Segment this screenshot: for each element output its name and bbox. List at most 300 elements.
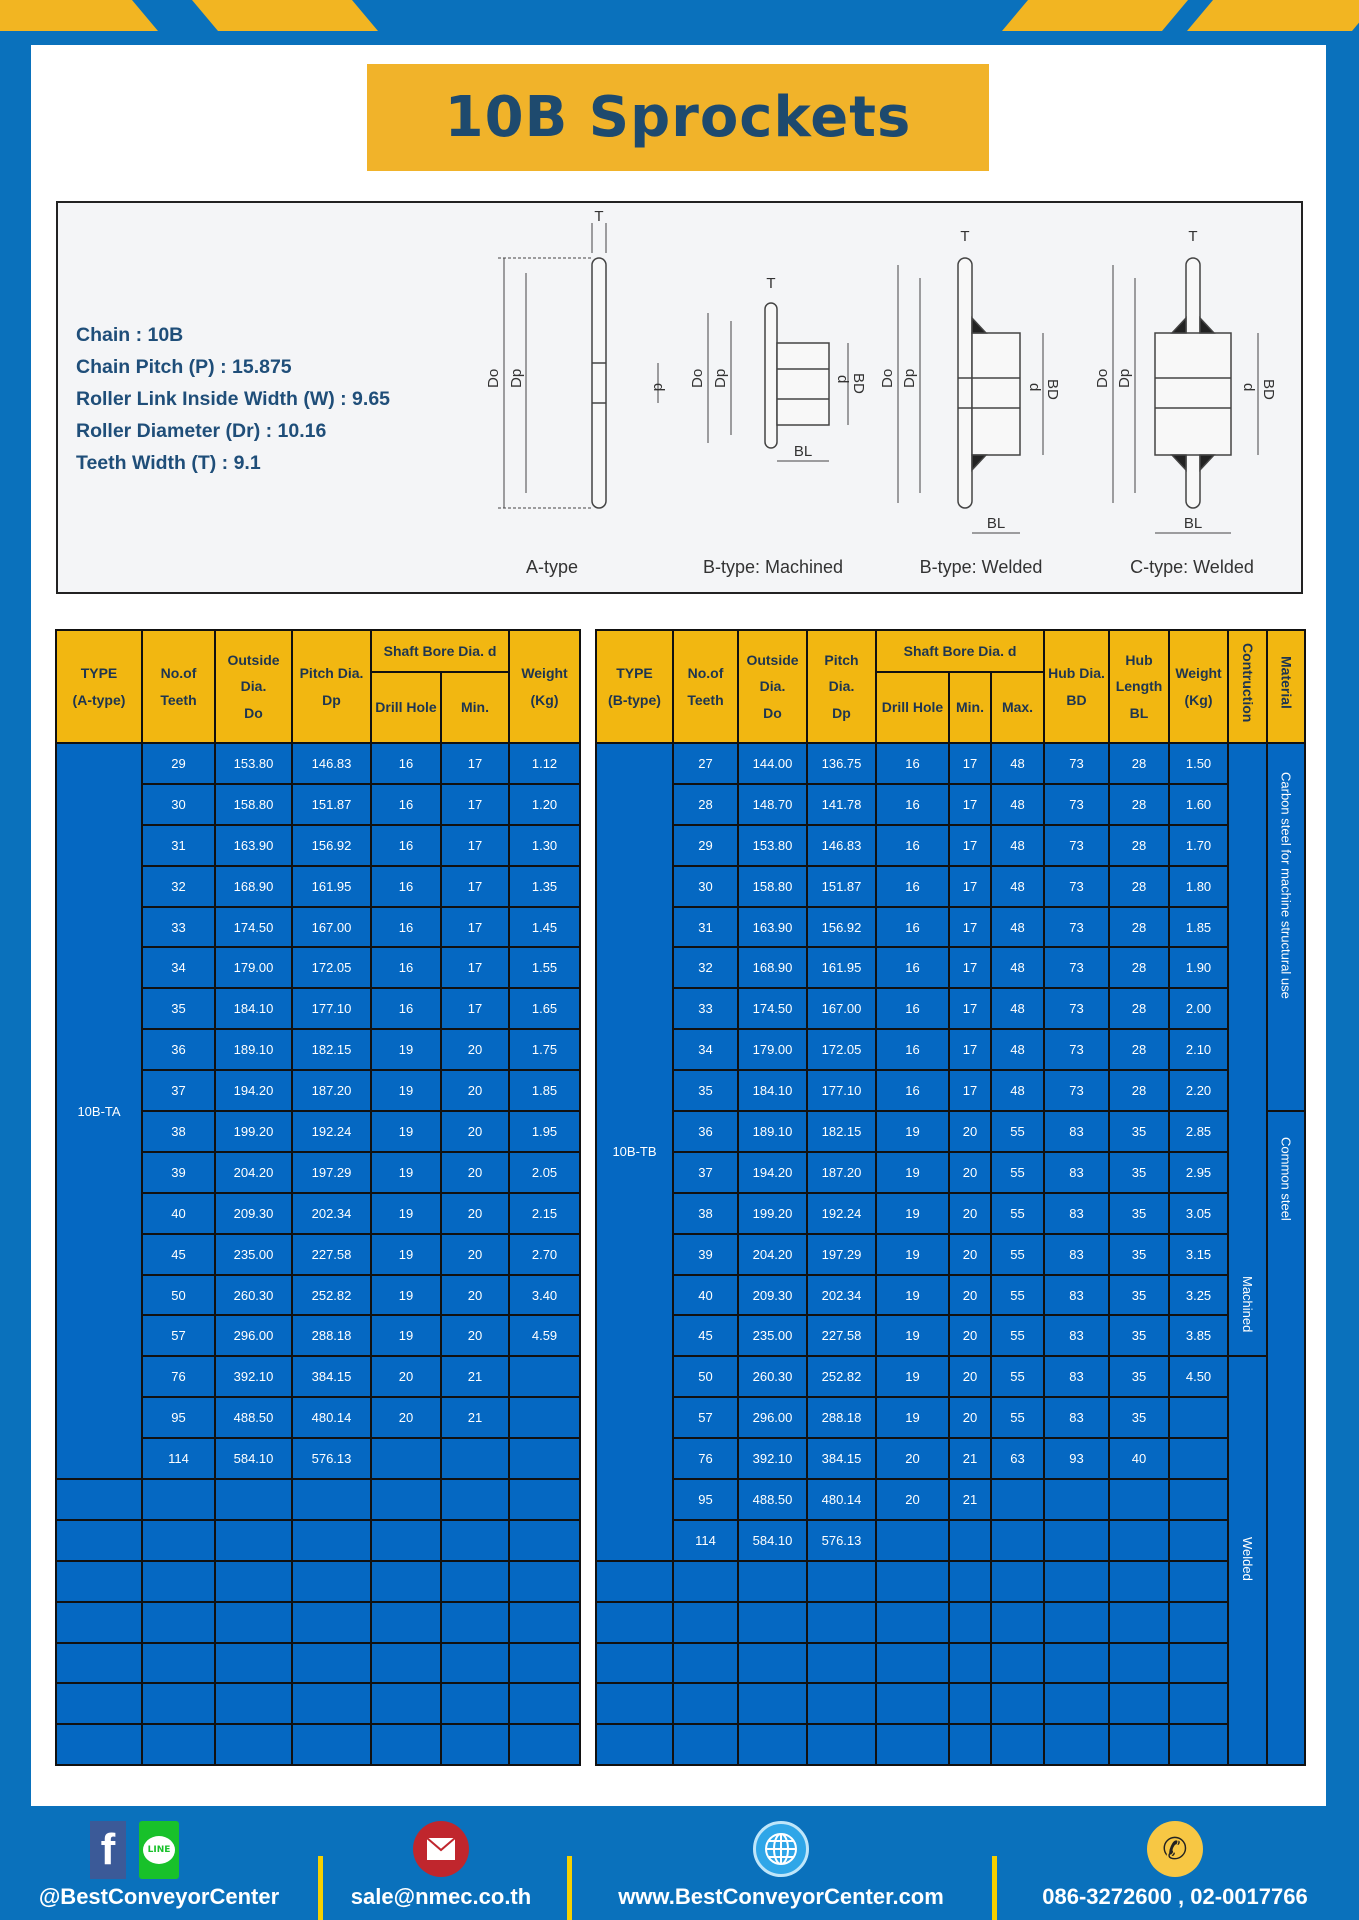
table-row xyxy=(596,1111,1305,1152)
cell-pitch-dia: 192.24 xyxy=(292,1111,371,1152)
cell-min-bore: 17 xyxy=(949,907,991,948)
empty-cell xyxy=(738,1724,807,1765)
header-min: Min. xyxy=(949,672,991,743)
cell-outside-dia: 235.00 xyxy=(738,1315,807,1356)
cell-max-bore: 55 xyxy=(991,1397,1044,1438)
cell-teeth: 33 xyxy=(673,988,738,1029)
table-row xyxy=(596,988,1305,1029)
c-type-welded-drawing xyxy=(1113,258,1258,533)
cell-teeth: 38 xyxy=(673,1193,738,1234)
cell-drill-hole: 19 xyxy=(876,1397,949,1438)
cell-min-bore: 20 xyxy=(949,1397,991,1438)
dim-bl-c: BL xyxy=(1183,515,1203,532)
header-weight: Weight (Kg) xyxy=(1169,630,1228,743)
cell-drill-hole: 16 xyxy=(876,947,949,988)
cell-weight: 1.12 xyxy=(509,743,580,784)
header-type: TYPE (B-type) xyxy=(596,630,673,743)
material-cell xyxy=(1267,1111,1305,1765)
empty-cell xyxy=(509,1683,580,1724)
empty-cell xyxy=(1044,1724,1109,1765)
cell-drill-hole: 16 xyxy=(876,784,949,825)
empty-cell xyxy=(215,1602,292,1643)
cell-hub-dia xyxy=(1044,1479,1109,1520)
cell-min-bore: 21 xyxy=(441,1397,509,1438)
cell-drill-hole: 16 xyxy=(371,784,441,825)
table-row xyxy=(596,825,1305,866)
cell-drill-hole: 19 xyxy=(371,1111,441,1152)
empty-row xyxy=(56,1683,580,1724)
empty-cell xyxy=(1109,1561,1169,1602)
spec-roller-link-width: Roller Link Inside Width (W) : 9.65 xyxy=(76,388,391,410)
cell-teeth: 114 xyxy=(142,1438,215,1479)
empty-cell xyxy=(56,1602,142,1643)
cell-hub-length: 35 xyxy=(1109,1275,1169,1316)
cell-weight: 1.95 xyxy=(509,1111,580,1152)
cell-drill-hole: 16 xyxy=(371,743,441,784)
cell-pitch-dia: 187.20 xyxy=(292,1070,371,1111)
dim-t-bw: T xyxy=(960,228,970,245)
cell-pitch-dia: 227.58 xyxy=(292,1234,371,1275)
cell-hub-dia: 73 xyxy=(1044,1029,1109,1070)
cell-teeth: 45 xyxy=(142,1234,215,1275)
cell-pitch-dia: 576.13 xyxy=(292,1438,371,1479)
dim-do-a: Do xyxy=(485,368,502,388)
cell-min-bore: 20 xyxy=(441,1070,509,1111)
cell-weight: 3.15 xyxy=(1169,1234,1228,1275)
empty-cell xyxy=(371,1683,441,1724)
empty-cell xyxy=(509,1724,580,1765)
cell-max-bore: 48 xyxy=(991,743,1044,784)
divider xyxy=(992,1856,997,1920)
cell-outside-dia: 392.10 xyxy=(215,1356,292,1397)
cell-hub-length: 28 xyxy=(1109,784,1169,825)
construction-label: Machined xyxy=(1240,1275,1256,1333)
cell-pitch-dia: 288.18 xyxy=(292,1315,371,1356)
header-construction: Contruction xyxy=(1228,630,1267,743)
empty-cell xyxy=(215,1643,292,1684)
cell-teeth: 28 xyxy=(673,784,738,825)
social-handle[interactable]: @BestConveyorCenter xyxy=(38,1884,280,1909)
cell-weight: 2.95 xyxy=(1169,1152,1228,1193)
cell-teeth: 38 xyxy=(142,1111,215,1152)
empty-cell xyxy=(807,1602,876,1643)
cell-outside-dia: 153.80 xyxy=(738,825,807,866)
empty-row xyxy=(596,1643,1305,1684)
cell-max-bore: 48 xyxy=(991,947,1044,988)
cell-outside-dia: 260.30 xyxy=(215,1275,292,1316)
cell-hub-length: 28 xyxy=(1109,1029,1169,1070)
material-cell xyxy=(1267,743,1305,1111)
cell-weight: 2.00 xyxy=(1169,988,1228,1029)
header-hub-length: Hub Length BL xyxy=(1109,630,1169,743)
empty-cell xyxy=(1044,1643,1109,1684)
cell-hub-length xyxy=(1109,1479,1169,1520)
cell-hub-dia: 83 xyxy=(1044,1234,1109,1275)
cell-outside-dia: 296.00 xyxy=(738,1397,807,1438)
cell-outside-dia: 168.90 xyxy=(215,866,292,907)
empty-cell xyxy=(949,1561,991,1602)
cell-teeth: 40 xyxy=(673,1275,738,1316)
cell-outside-dia: 184.10 xyxy=(738,1070,807,1111)
cell-pitch-dia: 151.87 xyxy=(292,784,371,825)
cell-teeth: 30 xyxy=(673,866,738,907)
cell-hub-length: 28 xyxy=(1109,988,1169,1029)
empty-cell xyxy=(371,1561,441,1602)
cell-min-bore xyxy=(441,1438,509,1479)
empty-cell xyxy=(509,1602,580,1643)
dim-bl-bw: BL xyxy=(986,515,1006,532)
header-teeth: No.of Teeth xyxy=(673,630,738,743)
cell-min-bore: 17 xyxy=(949,743,991,784)
cell-drill-hole: 16 xyxy=(371,988,441,1029)
cell-hub-dia: 73 xyxy=(1044,784,1109,825)
cell-pitch-dia: 156.92 xyxy=(292,825,371,866)
cell-weight: 2.85 xyxy=(1169,1111,1228,1152)
cell-hub-length: 35 xyxy=(1109,1315,1169,1356)
cell-teeth: 27 xyxy=(673,743,738,784)
cell-teeth: 34 xyxy=(142,947,215,988)
cell-max-bore: 48 xyxy=(991,784,1044,825)
cell-teeth: 30 xyxy=(142,784,215,825)
header-teeth: No.of Teeth xyxy=(142,630,215,743)
cell-max-bore: 48 xyxy=(991,825,1044,866)
empty-cell xyxy=(738,1683,807,1724)
cell-outside-dia: 488.50 xyxy=(738,1479,807,1520)
dim-dp-bm: Dp xyxy=(712,368,729,388)
cell-pitch-dia: 288.18 xyxy=(807,1397,876,1438)
cell-pitch-dia: 197.29 xyxy=(807,1234,876,1275)
cell-min-bore xyxy=(949,1520,991,1561)
empty-cell xyxy=(292,1643,371,1684)
phone-icon: ✆ xyxy=(1147,1821,1203,1877)
cell-pitch-dia: 177.10 xyxy=(292,988,371,1029)
cell-drill-hole: 16 xyxy=(876,988,949,1029)
empty-cell xyxy=(807,1683,876,1724)
cell-teeth: 32 xyxy=(673,947,738,988)
dim-do-bw: Do xyxy=(879,368,896,388)
top-stripe xyxy=(0,0,158,31)
empty-cell xyxy=(1109,1724,1169,1765)
empty-cell xyxy=(596,1643,673,1684)
cell-min-bore: 20 xyxy=(441,1029,509,1070)
cell-min-bore: 17 xyxy=(949,784,991,825)
empty-cell xyxy=(371,1602,441,1643)
empty-cell xyxy=(56,1683,142,1724)
cell-drill-hole: 20 xyxy=(371,1397,441,1438)
cell-teeth: 31 xyxy=(142,825,215,866)
empty-cell xyxy=(441,1520,509,1561)
cell-teeth: 37 xyxy=(673,1152,738,1193)
empty-cell xyxy=(371,1520,441,1561)
cell-drill-hole: 19 xyxy=(371,1234,441,1275)
cell-weight: 3.40 xyxy=(509,1275,580,1316)
cell-outside-dia: 296.00 xyxy=(215,1315,292,1356)
table-row xyxy=(596,743,1305,784)
cell-min-bore: 17 xyxy=(441,825,509,866)
empty-cell xyxy=(292,1561,371,1602)
a-type-drawing xyxy=(498,223,658,508)
dim-bl-bm: BL xyxy=(793,443,813,460)
empty-cell xyxy=(142,1602,215,1643)
empty-cell xyxy=(807,1643,876,1684)
cell-max-bore: 55 xyxy=(991,1111,1044,1152)
empty-cell xyxy=(509,1479,580,1520)
phone-numbers[interactable]: 086-3272600 , 02-0017766 xyxy=(1042,1884,1308,1909)
cell-drill-hole: 19 xyxy=(371,1070,441,1111)
empty-cell xyxy=(371,1643,441,1684)
empty-row xyxy=(596,1602,1305,1643)
empty-cell xyxy=(949,1724,991,1765)
cell-teeth: 36 xyxy=(673,1111,738,1152)
table-row xyxy=(596,1397,1305,1438)
cell-drill-hole: 19 xyxy=(371,1029,441,1070)
cell-teeth: 40 xyxy=(142,1193,215,1234)
cell-min-bore: 17 xyxy=(441,743,509,784)
dim-d-c: d xyxy=(1240,383,1257,392)
cell-teeth: 57 xyxy=(673,1397,738,1438)
cell-min-bore: 17 xyxy=(441,947,509,988)
cell-pitch-dia: 202.34 xyxy=(292,1193,371,1234)
cell-outside-dia: 584.10 xyxy=(215,1438,292,1479)
email-link[interactable]: sale@nmec.co.th xyxy=(350,1884,532,1909)
dim-dp-a: Dp xyxy=(508,368,525,388)
material-label: Carbon steel for machine structural use xyxy=(1278,772,1294,999)
facebook-icon[interactable]: f xyxy=(90,1821,126,1879)
header-hub-dia: Hub Dia. BD xyxy=(1044,630,1109,743)
page-title: 10B Sprockets xyxy=(444,85,912,150)
header-drill-hole: Drill Hole xyxy=(876,672,949,743)
cell-drill-hole: 16 xyxy=(876,866,949,907)
empty-cell xyxy=(441,1561,509,1602)
header-pitch-dia: Pitch Dia. Dp xyxy=(292,630,371,743)
cell-pitch-dia: 192.24 xyxy=(807,1193,876,1234)
cell-min-bore: 20 xyxy=(441,1275,509,1316)
cell-weight: 2.20 xyxy=(1169,1070,1228,1111)
cell-weight xyxy=(1169,1397,1228,1438)
cell-hub-length: 35 xyxy=(1109,1397,1169,1438)
empty-cell xyxy=(991,1643,1044,1684)
cell-max-bore xyxy=(991,1479,1044,1520)
cell-min-bore: 20 xyxy=(949,1152,991,1193)
empty-cell xyxy=(441,1683,509,1724)
cell-weight xyxy=(1169,1438,1228,1479)
cell-pitch-dia: 384.15 xyxy=(292,1356,371,1397)
table-row xyxy=(596,866,1305,907)
empty-cell xyxy=(949,1643,991,1684)
cell-outside-dia: 189.10 xyxy=(738,1111,807,1152)
table-row xyxy=(596,907,1305,948)
empty-cell xyxy=(509,1643,580,1684)
cell-hub-dia: 83 xyxy=(1044,1275,1109,1316)
empty-cell xyxy=(991,1683,1044,1724)
empty-row xyxy=(56,1602,580,1643)
cell-min-bore: 20 xyxy=(949,1356,991,1397)
empty-cell xyxy=(1169,1683,1228,1724)
empty-cell xyxy=(991,1602,1044,1643)
header-drill-hole: Drill Hole xyxy=(371,672,441,743)
cell-min-bore: 17 xyxy=(949,988,991,1029)
cell-min-bore: 17 xyxy=(949,825,991,866)
empty-cell xyxy=(1044,1602,1109,1643)
cell-teeth: 114 xyxy=(673,1520,738,1561)
cell-weight: 1.80 xyxy=(1169,866,1228,907)
cell-weight xyxy=(509,1356,580,1397)
cell-max-bore: 55 xyxy=(991,1152,1044,1193)
empty-cell xyxy=(441,1724,509,1765)
cell-min-bore: 17 xyxy=(441,907,509,948)
cell-weight: 1.85 xyxy=(1169,907,1228,948)
cell-max-bore: 55 xyxy=(991,1234,1044,1275)
cell-drill-hole: 19 xyxy=(371,1315,441,1356)
empty-cell xyxy=(1044,1561,1109,1602)
type-label-b-welded: B-type: Welded xyxy=(919,557,1043,577)
cell-max-bore: 55 xyxy=(991,1315,1044,1356)
empty-cell xyxy=(673,1561,738,1602)
empty-cell xyxy=(876,1643,949,1684)
website-link[interactable]: www.BestConveyorCenter.com xyxy=(618,1884,944,1909)
empty-cell xyxy=(807,1724,876,1765)
cell-teeth: 31 xyxy=(673,907,738,948)
header-shaft-bore: Shaft Bore Dia. d xyxy=(371,630,509,672)
empty-cell xyxy=(1109,1602,1169,1643)
empty-cell xyxy=(371,1724,441,1765)
cell-hub-length: 35 xyxy=(1109,1234,1169,1275)
cell-min-bore: 20 xyxy=(441,1152,509,1193)
cell-pitch-dia: 161.95 xyxy=(292,866,371,907)
line-icon[interactable]: LINE xyxy=(139,1821,179,1879)
table-row xyxy=(596,1479,1305,1520)
empty-cell xyxy=(991,1724,1044,1765)
cell-weight: 1.20 xyxy=(509,784,580,825)
cell-drill-hole: 19 xyxy=(371,1193,441,1234)
empty-cell xyxy=(142,1520,215,1561)
cell-pitch-dia: 172.05 xyxy=(292,947,371,988)
cell-outside-dia: 158.80 xyxy=(738,866,807,907)
empty-cell xyxy=(738,1643,807,1684)
cell-min-bore: 17 xyxy=(949,947,991,988)
cell-hub-dia: 83 xyxy=(1044,1315,1109,1356)
cell-pitch-dia: 136.75 xyxy=(807,743,876,784)
cell-outside-dia: 209.30 xyxy=(215,1193,292,1234)
dim-do-c: Do xyxy=(1094,368,1111,388)
header-weight: Weight (Kg) xyxy=(509,630,580,743)
cell-teeth: 29 xyxy=(673,825,738,866)
dim-d-bw: d xyxy=(1026,383,1043,392)
construction-cell xyxy=(1228,743,1267,1356)
empty-cell xyxy=(596,1724,673,1765)
spec-chain: Chain : 10B xyxy=(76,324,184,346)
cell-min-bore: 20 xyxy=(441,1315,509,1356)
cell-pitch-dia: 146.83 xyxy=(807,825,876,866)
table-row xyxy=(596,1315,1305,1356)
cell-max-bore: 48 xyxy=(991,1029,1044,1070)
empty-cell xyxy=(673,1724,738,1765)
empty-row xyxy=(56,1520,580,1561)
empty-cell xyxy=(56,1479,142,1520)
cell-min-bore: 17 xyxy=(441,866,509,907)
cell-hub-length: 28 xyxy=(1109,743,1169,784)
cell-hub-dia: 83 xyxy=(1044,1356,1109,1397)
cell-drill-hole: 16 xyxy=(876,1070,949,1111)
cell-hub-dia: 83 xyxy=(1044,1152,1109,1193)
empty-cell xyxy=(142,1561,215,1602)
cell-outside-dia: 174.50 xyxy=(215,907,292,948)
cell-drill-hole: 20 xyxy=(876,1479,949,1520)
table-row xyxy=(596,1438,1305,1479)
empty-cell xyxy=(371,1479,441,1520)
cell-weight: 1.85 xyxy=(509,1070,580,1111)
cell-weight: 1.45 xyxy=(509,907,580,948)
spec-teeth-width: Teeth Width (T) : 9.1 xyxy=(76,452,261,474)
empty-cell xyxy=(876,1602,949,1643)
cell-outside-dia: 158.80 xyxy=(215,784,292,825)
cell-teeth: 50 xyxy=(673,1356,738,1397)
cell-drill-hole: 19 xyxy=(876,1193,949,1234)
cell-max-bore: 55 xyxy=(991,1275,1044,1316)
cell-outside-dia: 189.10 xyxy=(215,1029,292,1070)
empty-cell xyxy=(441,1479,509,1520)
empty-cell xyxy=(1044,1683,1109,1724)
cell-max-bore xyxy=(991,1520,1044,1561)
globe-icon xyxy=(753,1821,809,1877)
empty-cell xyxy=(142,1479,215,1520)
cell-pitch-dia: 227.58 xyxy=(807,1315,876,1356)
cell-weight xyxy=(509,1397,580,1438)
cell-min-bore: 17 xyxy=(949,1029,991,1070)
cell-min-bore: 20 xyxy=(441,1111,509,1152)
empty-cell xyxy=(1169,1724,1228,1765)
cell-teeth: 39 xyxy=(142,1152,215,1193)
empty-cell xyxy=(441,1643,509,1684)
cell-drill-hole: 16 xyxy=(876,743,949,784)
empty-row xyxy=(56,1561,580,1602)
cell-hub-dia xyxy=(1044,1520,1109,1561)
cell-weight: 4.50 xyxy=(1169,1356,1228,1397)
empty-cell xyxy=(1169,1643,1228,1684)
cell-hub-dia: 73 xyxy=(1044,743,1109,784)
cell-weight: 1.70 xyxy=(1169,825,1228,866)
cell-drill-hole: 19 xyxy=(876,1152,949,1193)
cell-drill-hole: 16 xyxy=(371,907,441,948)
empty-cell xyxy=(876,1683,949,1724)
cell-hub-length: 28 xyxy=(1109,1070,1169,1111)
dim-bd-c: BD xyxy=(1260,379,1277,400)
empty-cell xyxy=(596,1602,673,1643)
cell-outside-dia: 204.20 xyxy=(738,1234,807,1275)
empty-cell xyxy=(673,1643,738,1684)
cell-drill-hole: 16 xyxy=(876,825,949,866)
empty-cell xyxy=(596,1683,673,1724)
table-row xyxy=(56,743,580,784)
cell-teeth: 29 xyxy=(142,743,215,784)
cell-drill-hole xyxy=(371,1438,441,1479)
header-pitch-dia: Pitch Dia. Dp xyxy=(807,630,876,743)
cell-outside-dia: 184.10 xyxy=(215,988,292,1029)
empty-row xyxy=(56,1643,580,1684)
dim-t-c: T xyxy=(1188,228,1198,245)
empty-row xyxy=(596,1561,1305,1602)
cell-outside-dia: 204.20 xyxy=(215,1152,292,1193)
table-row xyxy=(596,1029,1305,1070)
type-cell: 10B-TB xyxy=(596,743,673,1561)
cell-drill-hole: 19 xyxy=(371,1152,441,1193)
cell-hub-dia: 73 xyxy=(1044,988,1109,1029)
cell-teeth: 34 xyxy=(673,1029,738,1070)
empty-cell xyxy=(509,1520,580,1561)
cell-outside-dia: 163.90 xyxy=(215,825,292,866)
cell-pitch-dia: 172.05 xyxy=(807,1029,876,1070)
cell-hub-dia: 83 xyxy=(1044,1193,1109,1234)
